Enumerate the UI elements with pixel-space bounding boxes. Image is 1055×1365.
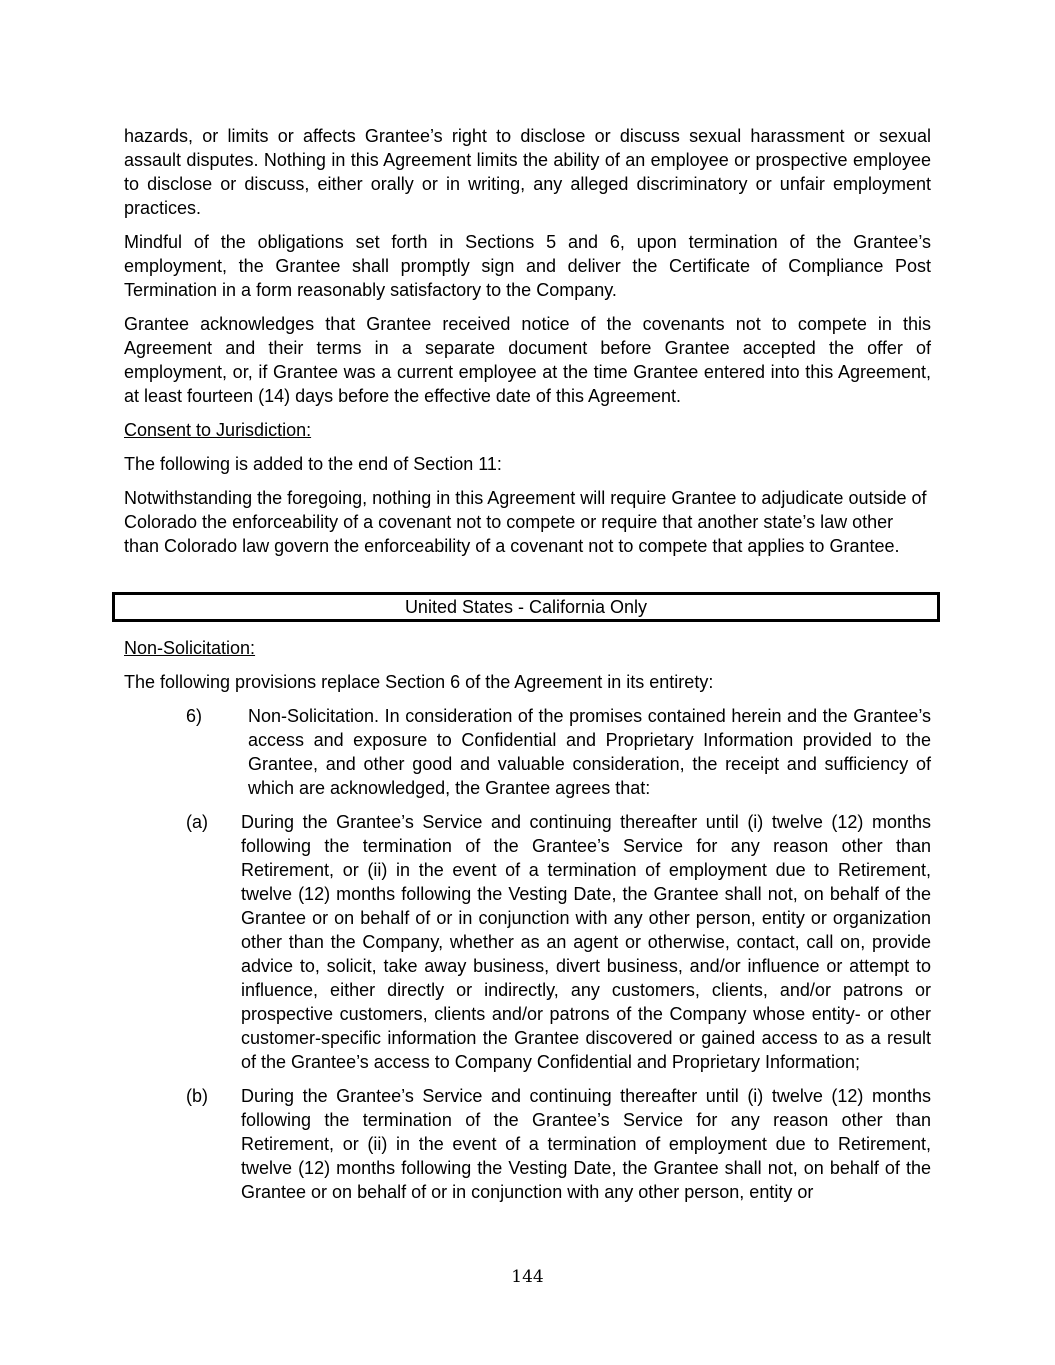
clause-b [124,1084,931,1204]
consent-text: Notwithstanding the foregoing, nothing in this Agreement will require Grantee to adjudicate outside of Colorado the enforceability of a covenant not to compete or require that another state’s law other than Colorado law govern the enforceability of a covenant not to compete that applies to Grantee. [124,488,927,556]
clause-a [124,810,931,1074]
section-6-item [124,704,931,800]
section-6-text: Non-Solicitation. In consideration of the promises contained herein and the Grantee’s access and exposure to Confidential and Proprietary Information provided to the Grantee, and other good and valuable consideration, the receipt and sufficiency of which are acknowledged, the Grantee agrees that: [248,706,931,798]
clause-a-label: (a) [186,812,208,832]
clause-a-text: During the Grantee’s Service and continuing thereafter until (i) twelve (12) months following the termination of the Grantee’s Service for any reason other than Retirement, or (ii) in the event of a termination of employment due to Retirement, twelve (12) months following the Vesting Date, the Grantee shall not, on behalf of the Grantee or on behalf of or in conjunction with any other person, entity or organization other than the Company, whether as an agent or otherwise, contact, call on, provide advice to, solicit, take away business, divert business, and/or influence or attempt to influence, either directly or indirectly, any customers, clients, and/or patrons or prospective customers, clients and/or patrons of the Company whose entity- or other customer-specific information the Grantee discovered or gained access to as a result of the Grantee’s access to Company Confidential and Proprietary Information; [241,812,931,1072]
consent-heading: Consent to Jurisdiction: [124,420,312,440]
clause-b-text: During the Grantee’s Service and continuing thereafter until (i) twelve (12) months following the termination of the Grantee’s Service for any reason other than Retirement, or (ii) in the event of a termination of employment due to Retirement, twelve (12) months following the Vesting Date, the Grantee shall not, on behalf of the Grantee or on behalf of or in conjunction with any other person, entity or [241,1086,931,1202]
paragraph-certificate: Mindful of the obligations set forth in Sections 5 and 6, upon termination of the Grantee’s employment, the Grantee shall promptly sign and deliver the Certificate of Compliance Post Termination in a form reasonably satisfactory to the Company. [124,232,931,300]
consent-intro: The following is added to the end of Section 11: [124,454,502,474]
clause-b-label: (b) [186,1086,208,1106]
paragraph-notice: Grantee acknowledges that Grantee received notice of the covenants not to compete in this Agreement and their terms in a separate document before Grantee accepted the offer of employment, or, if Grantee was a current employee at the time Grantee entered into this Agreement, at least fourteen (14) days before the effective date of this Agreement. [124,314,931,406]
page-number: 144 [511,1267,544,1287]
california-section-banner: United States - California Only [112,592,940,622]
nonsolicit-intro: The following provisions replace Section 6 of the Agreement in its entirety: [124,672,714,692]
nonsolicit-heading: Non-Solicitation: [124,638,256,658]
california-section [124,636,931,1214]
section-6-label: 6) [186,706,203,726]
paragraph-disclosure: hazards, or limits or affects Grantee’s right to disclose or discuss sexual harassment or sexual assault disputes. Nothing in this Agreement limits the ability of an employee or prospective employee to disclose or discuss, either orally or in writing, any alleged discriminatory or unfair employment practices. [124,126,931,218]
top-section [124,124,931,568]
